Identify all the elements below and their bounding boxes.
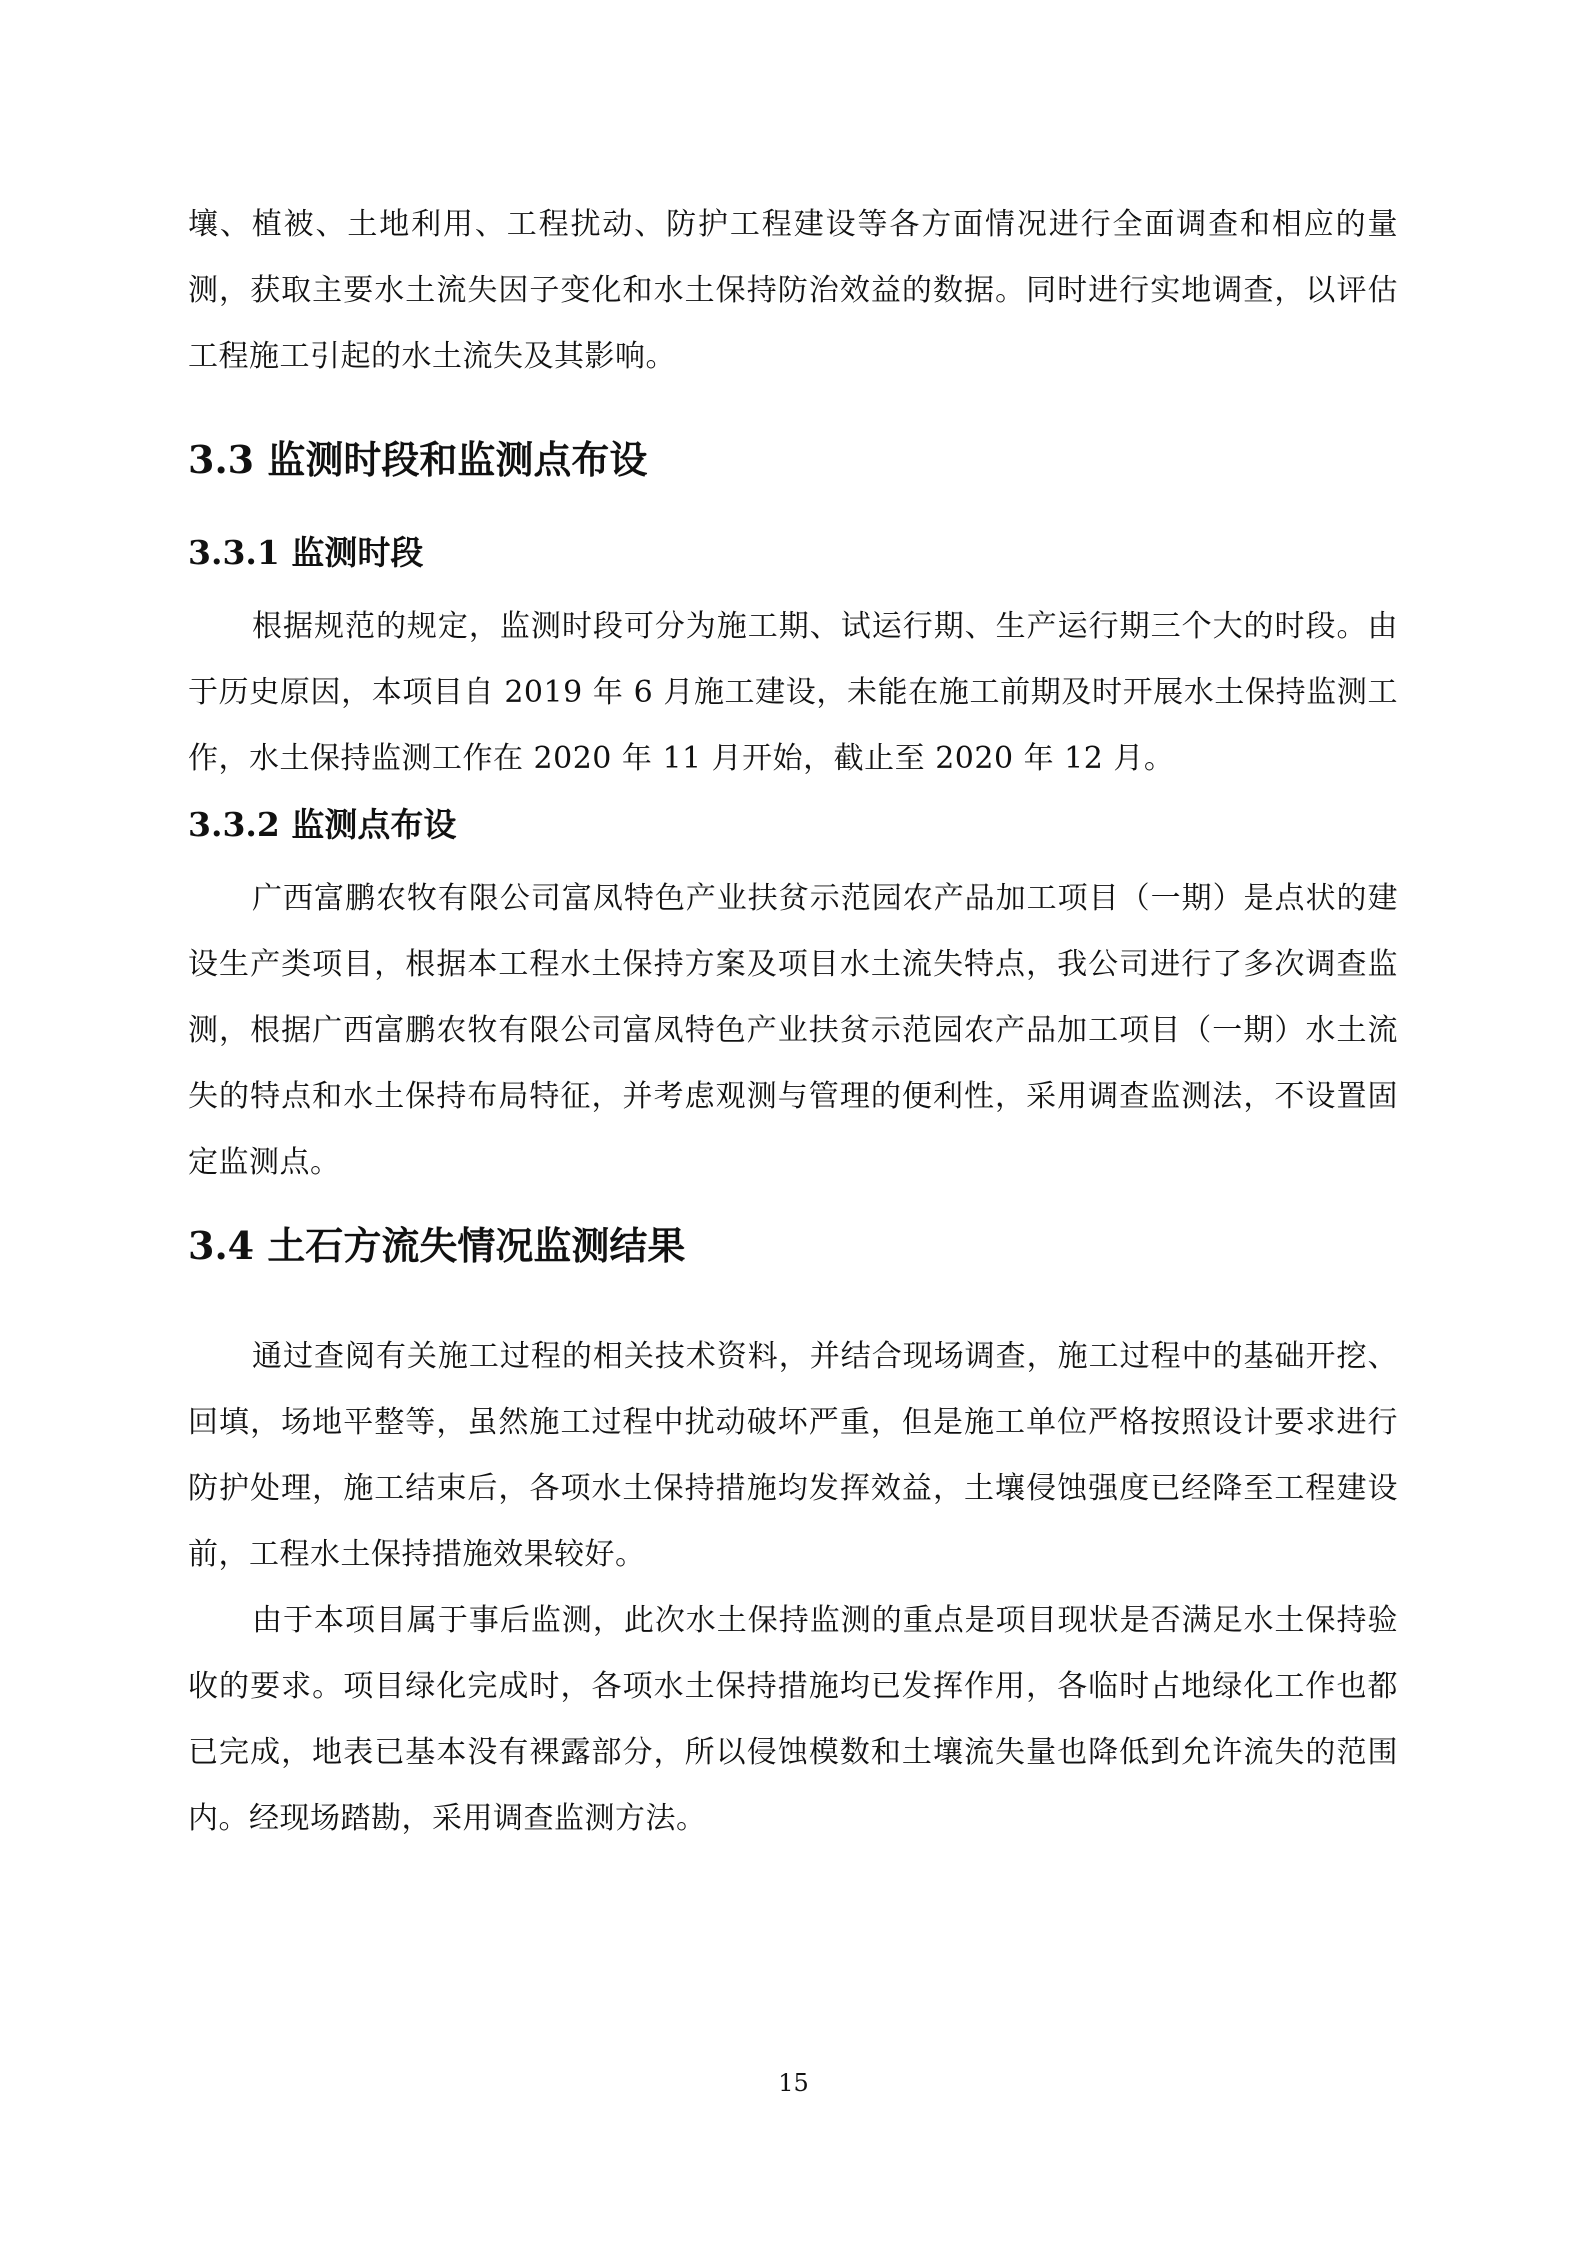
intro-paragraph: 壤、植被、土地利用、工程扰动、防护工程建设等各方面情况进行全面调查和相应的量测，获取主要水土流失因子变化和水土保持防治效益的数据。同时进行实地调查，以评估工程施工引起的水土流失及其影响。 [188, 207, 1398, 374]
monitoring-period-paragraph: 根据规范的规定，监测时段可分为施工期、试运行期、生产运行期三个大的时段。由于历史原因，本项目自 2019 年 6 月施工建设，未能在施工前期及时开展水土保持监测工作，水土保持监测工作在 2020 年 11 月开始，截止至 2020 年 12 月。 [188, 609, 1398, 776]
page-content [188, 192, 1398, 1852]
page-number: 15 [778, 2069, 809, 2097]
monitoring-points-paragraph: 广西富鹏农牧有限公司富凤特色产业扶贫示范园农产品加工项目（一期）是点状的建设生产类项目，根据本工程水土保持方案及项目水土流失特点，我公司进行了多次调查监测，根据广西富鹏农牧有限公司富凤特色产业扶贫示范园农产品加工项目（一期）水土流失的特点和水土保持布局特征，并考虑观测与管理的便利性，采用调查监测法，不设置固定监测点。 [188, 881, 1398, 1180]
section-heading-3-3-2: 3.3.2 监测点布设 [188, 805, 457, 844]
results-paragraph-1: 通过查阅有关施工过程的相关技术资料，并结合现场调查，施工过程中的基础开挖、回填，场地平整等，虽然施工过程中扰动破坏严重，但是施工单位严格按照设计要求进行防护处理，施工结束后，各项水土保持措施均发挥效益，土壤侵蚀强度已经降至工程建设前，工程水土保持措施效果较好。 [188, 1339, 1398, 1572]
results-paragraph-2: 由于本项目属于事后监测，此次水土保持监测的重点是项目现状是否满足水土保持验收的要求。项目绿化完成时，各项水土保持措施均已发挥作用，各临时占地绿化工作也都已完成，地表已基本没有裸露部分，所以侵蚀模数和土壤流失量也降低到允许流失的范围内。经现场踏勘，采用调查监测方法。 [188, 1603, 1398, 1836]
section-heading-3-4: 3.4 土石方流失情况监测结果 [188, 1223, 686, 1268]
section-heading-3-3-1: 3.3.1 监测时段 [188, 533, 424, 572]
section-heading-3-3: 3.3 监测时段和监测点布设 [188, 437, 648, 482]
